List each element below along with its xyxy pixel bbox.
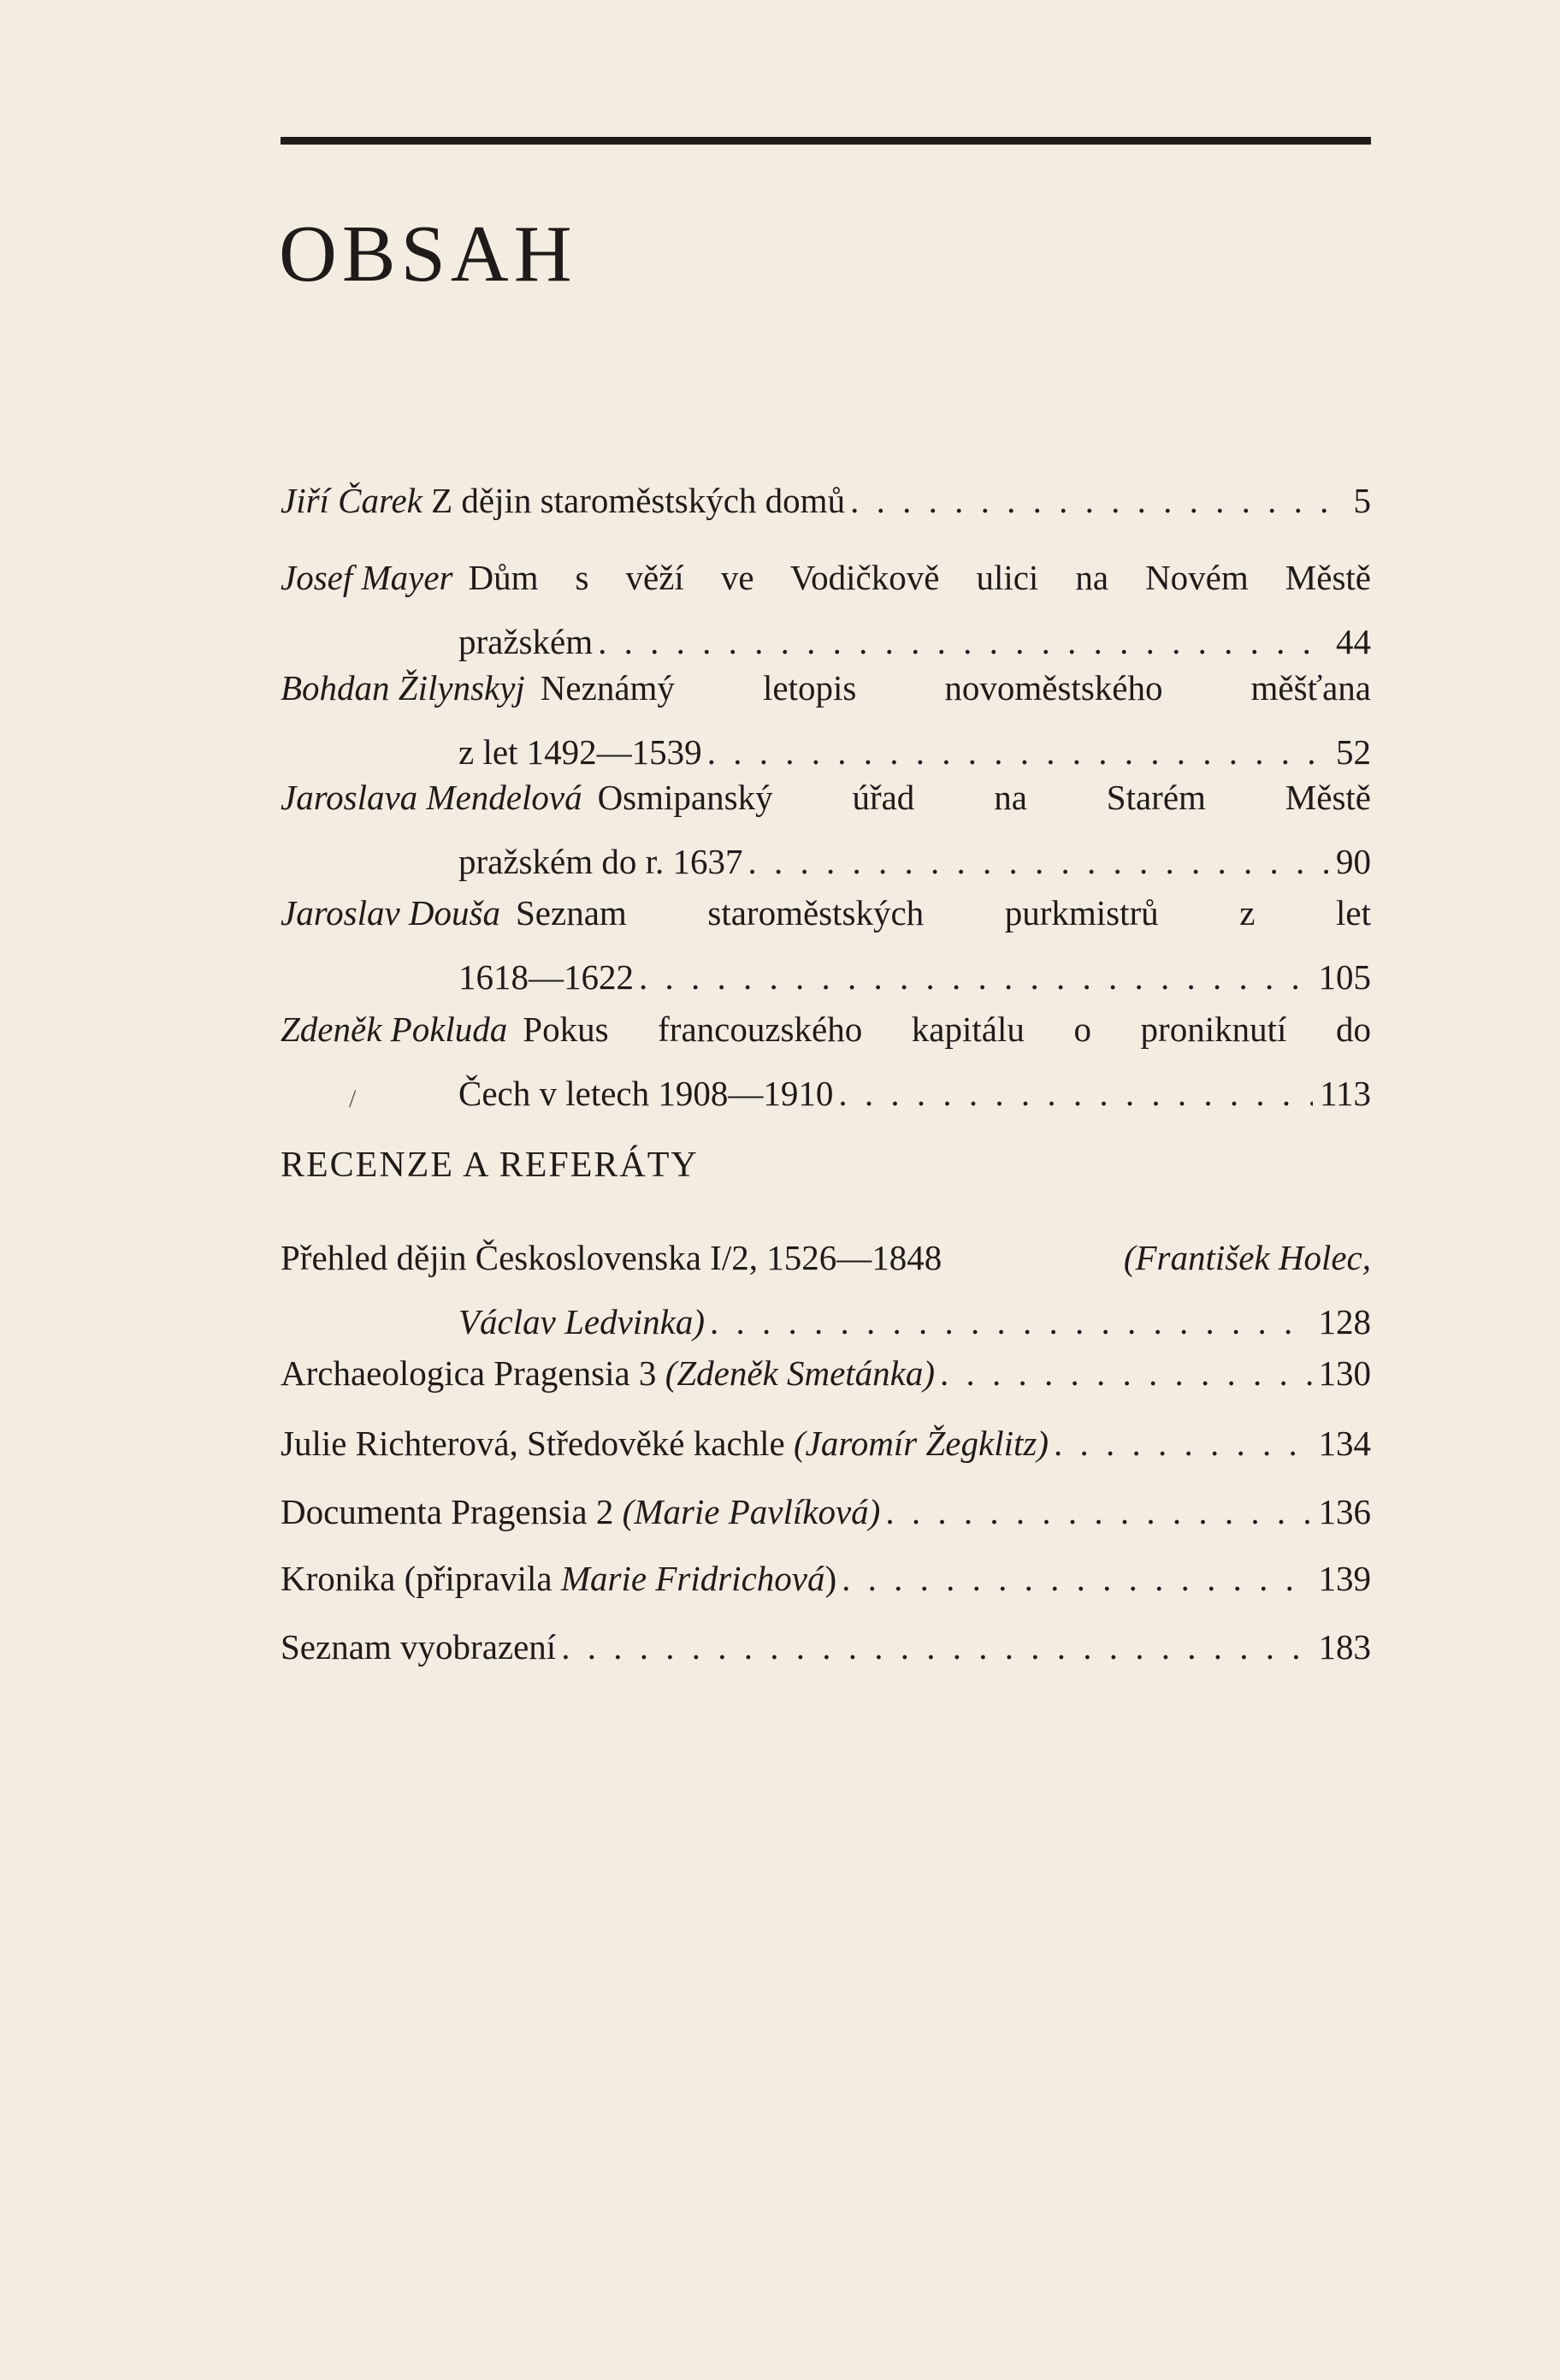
entry-author: Jaroslav Douša — [281, 893, 500, 932]
dot-leader — [842, 1547, 1311, 1611]
review-title: Přehled dějin Československa I/2, 1526—1848 — [281, 1238, 942, 1277]
entry-page-number: 139 — [1318, 1559, 1371, 1598]
toc-review-richterova[interactable] — [281, 1412, 1371, 1476]
entry-title: Z dějin staroměstských domů — [431, 481, 846, 520]
dot-leader — [850, 469, 1346, 533]
entry-title-line-2: z let 1492—1539 — [458, 732, 702, 772]
review-title: Julie Richterová, Středověké kachle — [281, 1424, 785, 1463]
review-title: Documenta Pragensia 2 — [281, 1492, 614, 1531]
toc-entry-mendelova[interactable] — [281, 766, 1371, 894]
entry-title-line-1: Pokus francouzského kapitálu o proniknutí do — [523, 1009, 1371, 1049]
entry-page-number: 130 — [1318, 1353, 1371, 1393]
entry-title-line-1: Seznam staroměstských purkmistrů z let — [516, 893, 1371, 932]
top-rule — [281, 137, 1371, 145]
dot-leader — [1054, 1412, 1312, 1476]
entry-title-line-1: Osmipanský úřad na Starém Městě — [597, 778, 1371, 817]
dot-leader — [885, 1480, 1311, 1544]
dot-leader — [940, 1341, 1311, 1406]
entry-title-line-1: Neznámý letopis novoměstského měšťana — [540, 668, 1371, 707]
toc-entry-dousa[interactable] — [281, 881, 1371, 1009]
toc-entry-seznam-vyobrazeni[interactable] — [281, 1615, 1371, 1679]
toc-review-documenta[interactable] — [281, 1480, 1371, 1544]
review-reviewer: Marie Fridrichová — [560, 1559, 825, 1598]
dot-leader — [838, 1062, 1313, 1126]
entry-author: Josef Mayer — [281, 558, 453, 597]
entry-page-number: 44 — [1336, 622, 1371, 661]
review-reviewer-cont: Václav Ledvinka) — [458, 1302, 706, 1341]
entry-title-line-2: pražském do r. 1637 — [458, 842, 743, 881]
entry-page-number: 183 — [1318, 1627, 1371, 1667]
review-title: Archaeologica Pragensia 3 — [281, 1353, 657, 1393]
entry-page-number: 52 — [1336, 732, 1371, 772]
entry-author: Bohdan Žilynskyj — [281, 668, 525, 707]
entry-page-number: 90 — [1336, 842, 1371, 881]
entry-title-line-1: Dům s věží ve Vodičkově ulici na Novém Městě — [468, 558, 1371, 597]
toc-review-archaeologica[interactable] — [281, 1341, 1371, 1406]
toc-entry-mayer[interactable] — [281, 546, 1371, 674]
entry-title-line-2: 1618—1622 — [458, 957, 634, 997]
entry-page-number: 134 — [1318, 1424, 1371, 1463]
review-reviewer: (František Holec, — [1123, 1238, 1371, 1277]
entry-author: Jiří Čarek — [281, 481, 422, 520]
entry-author: Zdeněk Pokluda — [281, 1009, 508, 1049]
entry-page-number: 136 — [1318, 1492, 1371, 1531]
section-heading-reviews: RECENZE A REFERÁTY — [281, 1146, 699, 1185]
review-reviewer: (Jaromír Žegklitz) — [794, 1424, 1049, 1463]
page-title: OBSAH — [279, 210, 577, 299]
toc-review-kronika[interactable] — [281, 1547, 1371, 1611]
review-reviewer: (Zdeněk Smetánka) — [665, 1353, 936, 1393]
entry-page-number: 105 — [1318, 957, 1371, 997]
entry-page-number: 5 — [1353, 481, 1371, 520]
entry-title-line-2: Čech v letech 1908—1910 — [458, 1074, 834, 1113]
review-title: Seznam vyobrazení — [281, 1627, 557, 1667]
review-reviewer: (Marie Pavlíková) — [622, 1492, 881, 1531]
toc-entry-carek[interactable] — [281, 469, 1371, 533]
entry-page-number: 113 — [1320, 1074, 1371, 1113]
review-title: Kronika (připravila — [281, 1559, 552, 1598]
entry-title-line-2: pražském — [458, 622, 594, 661]
toc-review-prehled[interactable] — [281, 1226, 1371, 1354]
margin-mark: / — [349, 1085, 357, 1113]
dot-leader — [561, 1615, 1311, 1679]
entry-page-number: 128 — [1318, 1302, 1371, 1341]
entry-author: Jaroslava Mendelová — [281, 778, 582, 817]
review-title-end: ) — [824, 1559, 837, 1598]
toc-entry-pokluda[interactable] — [281, 998, 1371, 1126]
